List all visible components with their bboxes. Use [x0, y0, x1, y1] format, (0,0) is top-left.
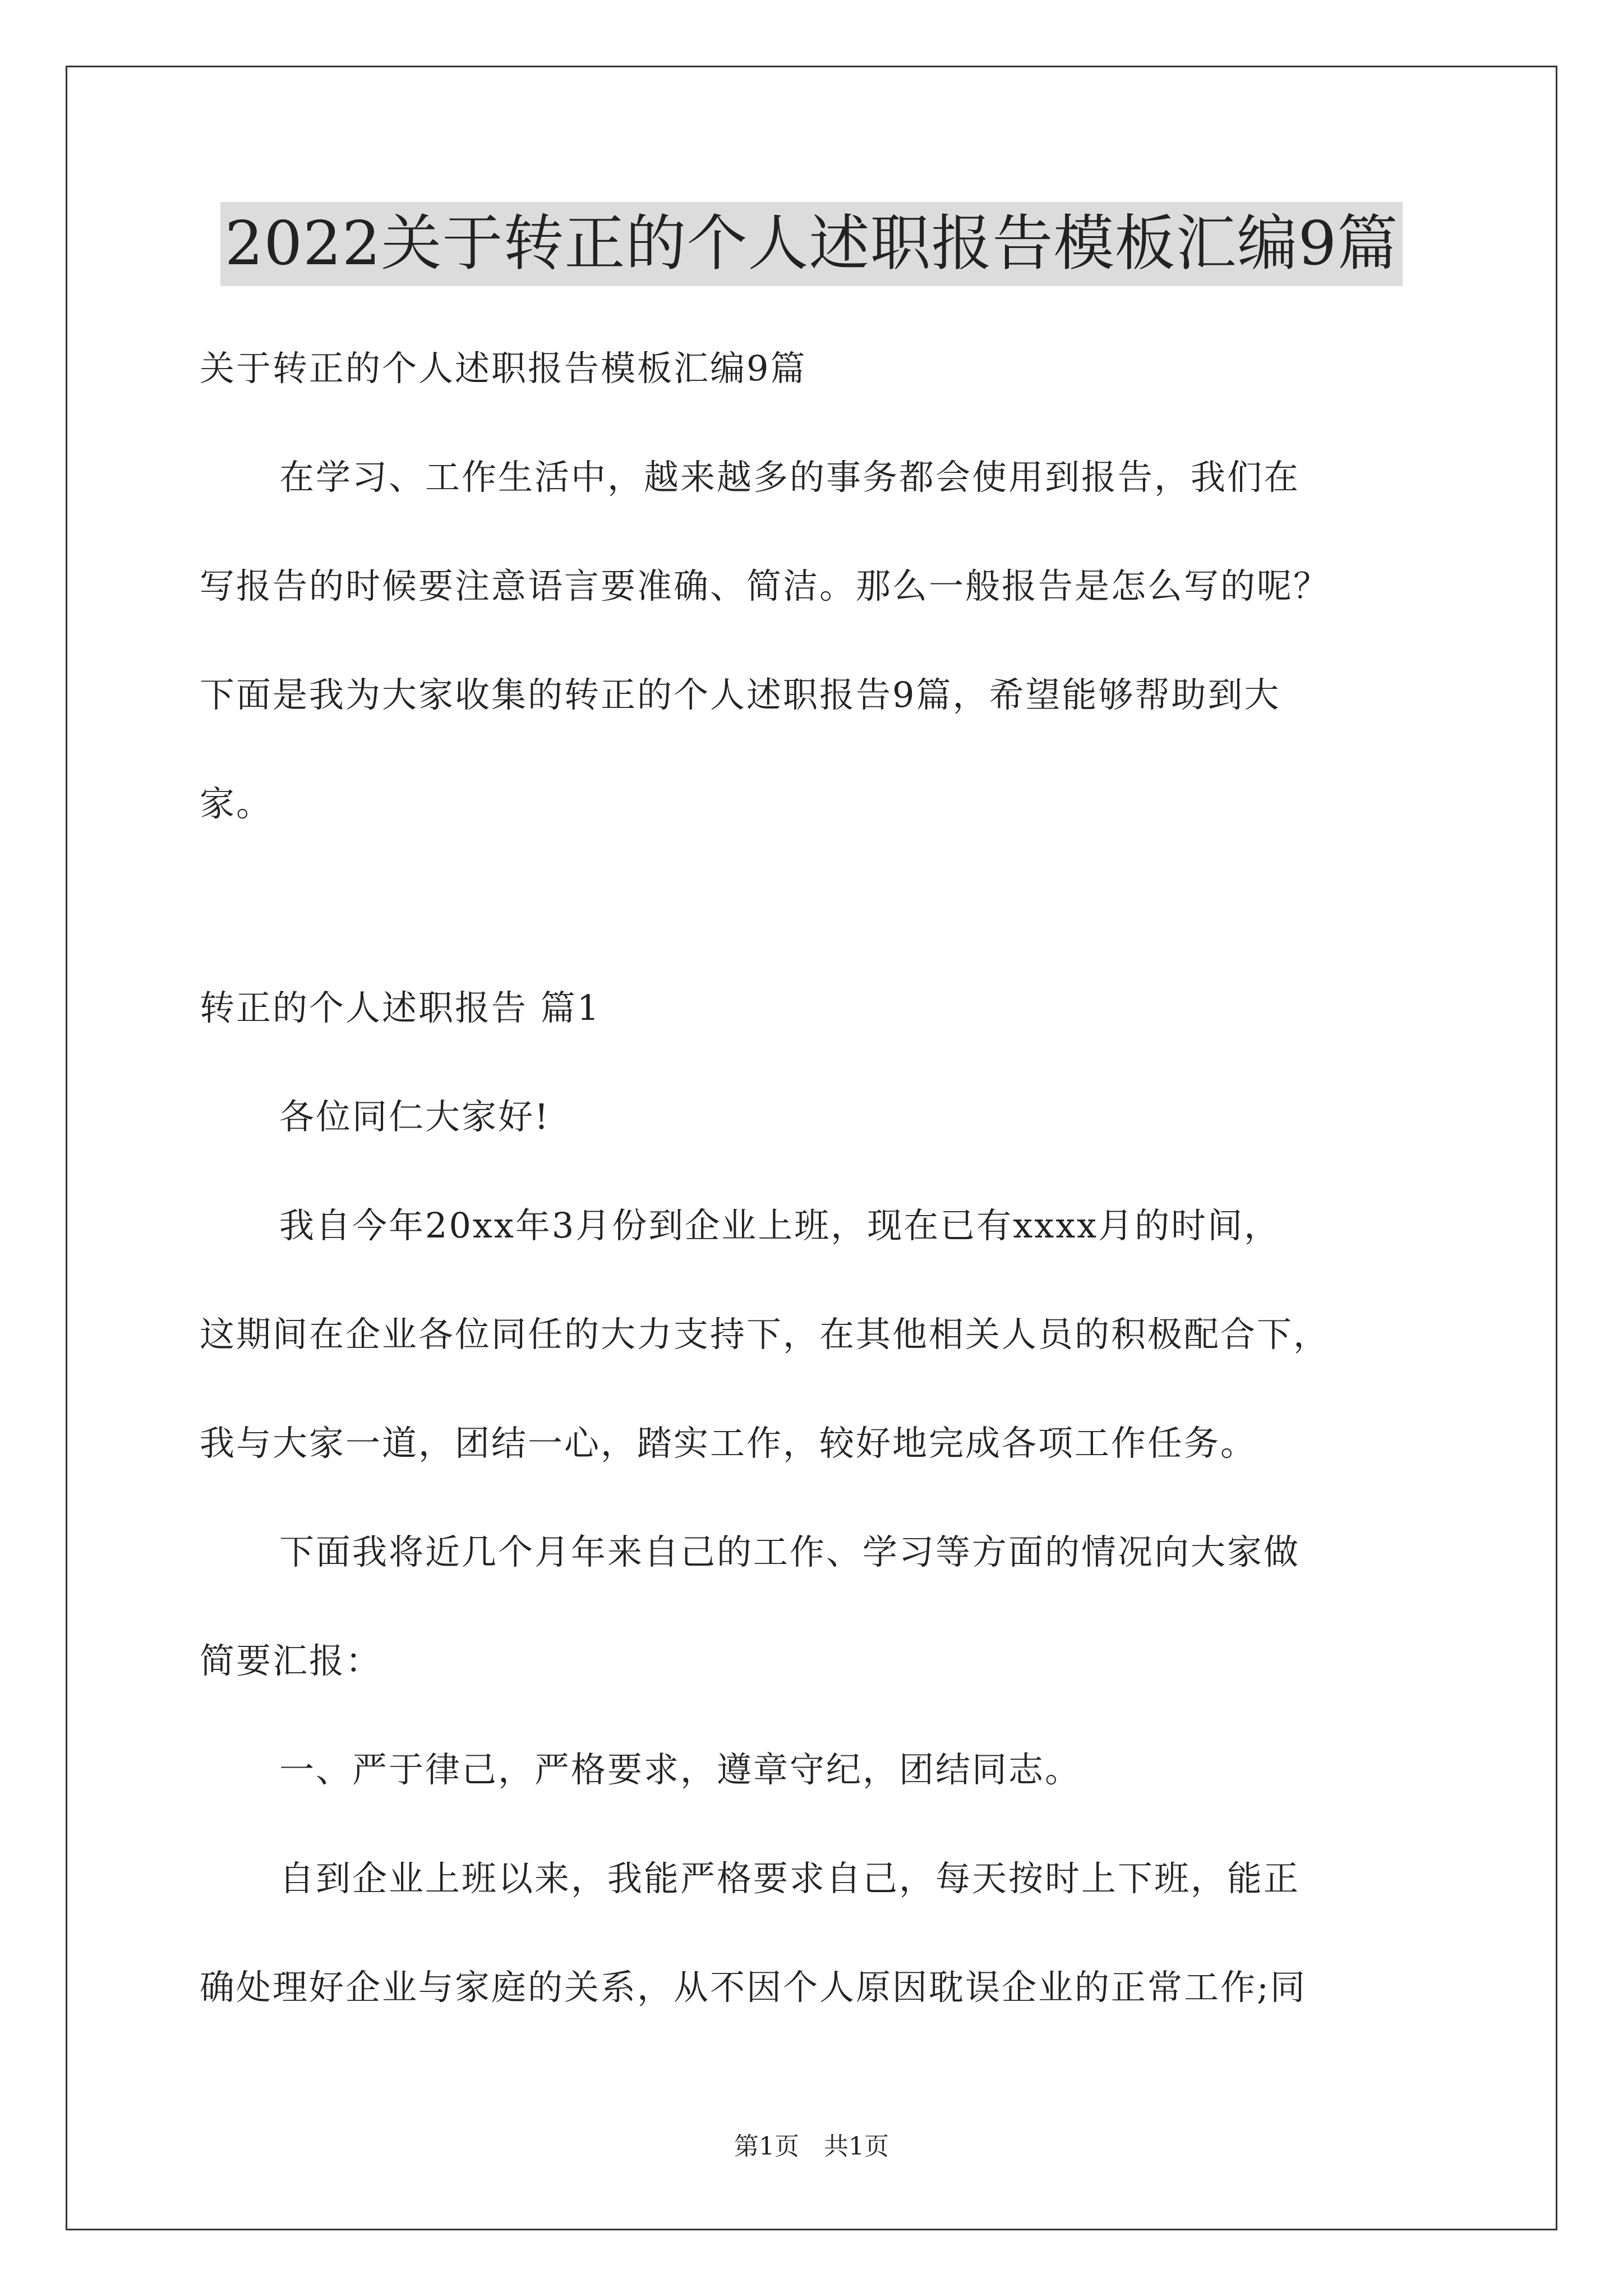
title-container — [0, 202, 1623, 286]
paragraph-line: 自到企业上班以来，我能严格要求自己，每天按时上下班，能正 — [279, 1858, 1301, 1899]
paragraph-line: 我与大家一道，团结一心，踏实工作，较好地完成各项工作任务。 — [200, 1423, 1257, 1464]
list-item: 一、严于律己，严格要求，遵章守纪，团结同志。 — [279, 1749, 1082, 1790]
paragraph-line: 这期间在企业各位同任的大力支持下，在其他相关人员的积极配合下， — [200, 1314, 1330, 1355]
greeting: 各位同仁大家好! — [279, 1096, 550, 1137]
section-gap — [200, 858, 1433, 954]
subtitle: 关于转正的个人述职报告模板汇编9篇 — [200, 348, 807, 389]
section-heading: 转正的个人述职报告 篇1 — [200, 987, 601, 1028]
page-footer: 第1页 共1页 — [734, 2132, 889, 2161]
intro-line: 在学习、工作生活中，越来越多的事务都会使用到报告，我们在 — [279, 457, 1301, 498]
paragraph-line: 确处理好企业与家庭的关系，从不因个人原因耽误企业的正常工作;同 — [200, 1967, 1307, 2008]
document-title: 2022关于转正的个人述职报告模板汇编9篇 — [220, 202, 1403, 286]
intro-line: 家。 — [200, 783, 273, 824]
intro-line: 写报告的时候要注意语言要准确、简洁。那么一般报告是怎么写的呢？ — [200, 565, 1330, 606]
paragraph-line: 下面我将近几个月年来自己的工作、学习等方面的情况向大家做 — [279, 1531, 1301, 1572]
intro-line: 下面是我为大家收集的转正的个人述职报告9篇，希望能够帮助到大 — [200, 674, 1281, 715]
document-body — [200, 314, 1433, 2042]
paragraph-line: 简要汇报： — [200, 1640, 382, 1681]
paragraph-line: 我自今年20xx年3月份到企业上班，现在已有xxxx月的时间， — [279, 1205, 1281, 1246]
